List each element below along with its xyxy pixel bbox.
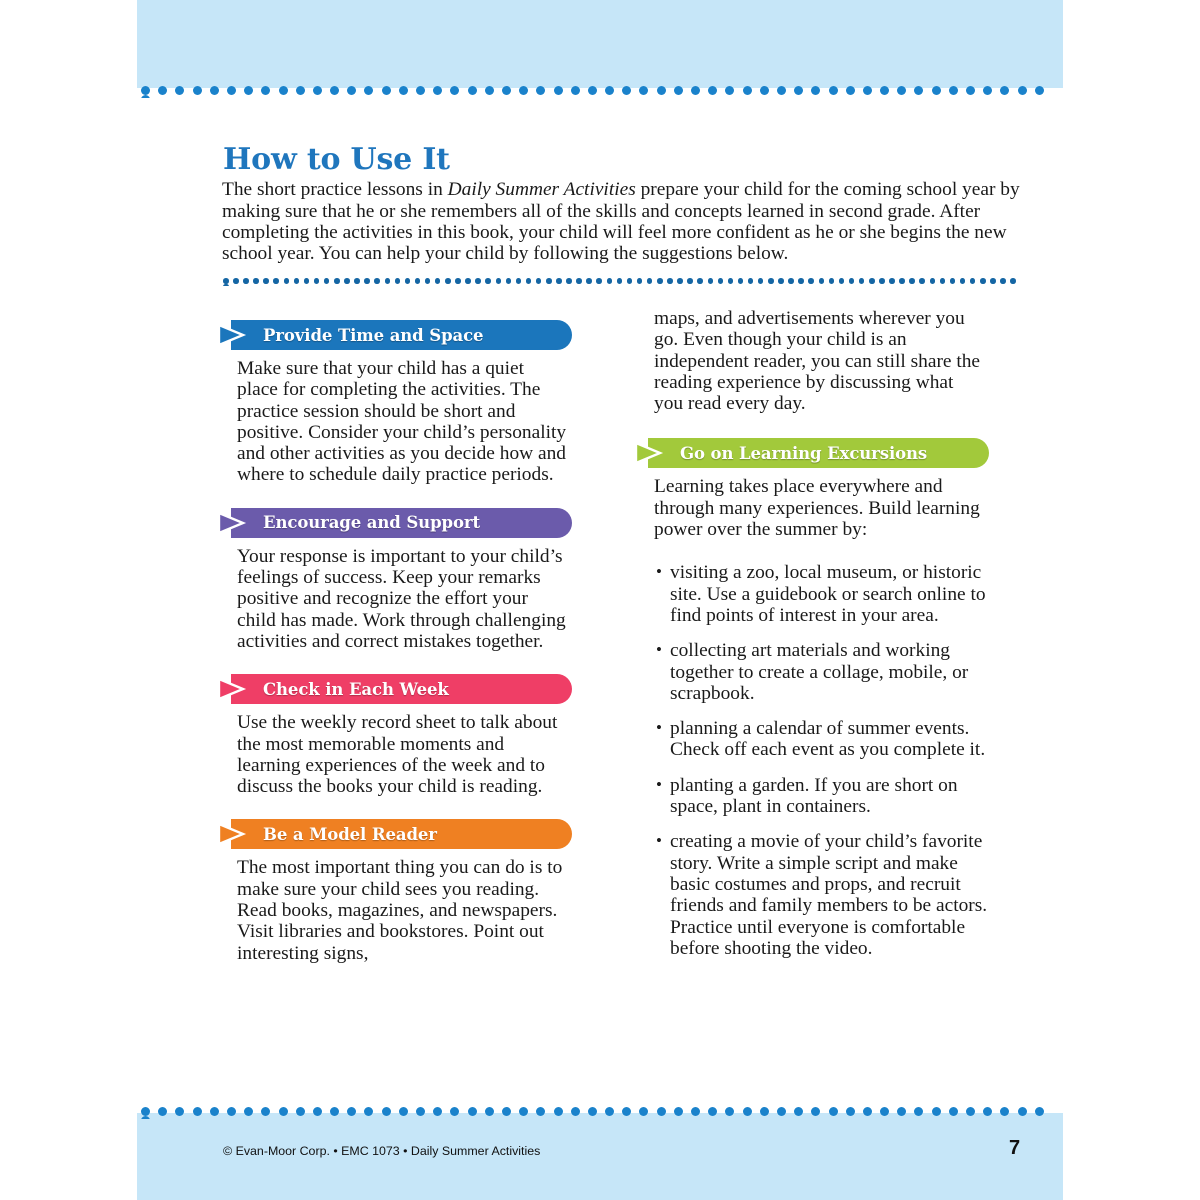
dot xyxy=(596,278,602,284)
section-body-go-on-learning-excursions: Learning takes place everywhere and through many experiences. Build learning power over the summer by: xyxy=(654,476,980,541)
dot xyxy=(344,278,350,284)
dot xyxy=(863,86,872,95)
dot xyxy=(227,86,236,95)
arrow-right-icon xyxy=(217,821,247,847)
dot xyxy=(914,1107,923,1116)
dot xyxy=(950,278,956,284)
dot xyxy=(223,284,229,287)
dot xyxy=(330,1107,339,1116)
left-column xyxy=(217,320,572,986)
dot xyxy=(657,1107,666,1116)
dot xyxy=(279,86,288,95)
dot xyxy=(519,86,528,95)
dot xyxy=(966,86,975,95)
section-header-label: Go on Learning Excursions xyxy=(680,443,928,463)
section-divider-dotted-rule xyxy=(223,278,1023,286)
dot xyxy=(657,86,666,95)
dot xyxy=(566,278,572,284)
dot xyxy=(1000,1107,1009,1116)
section-body-be-a-model-reader: The most important thing you can do is to make sure your child sees you reading. Read books, magazines, and newspapers. Visit libraries and bookstores. Point out interesting signs, xyxy=(237,857,563,964)
dot xyxy=(546,278,552,284)
dot xyxy=(227,1107,236,1116)
dot xyxy=(777,86,786,95)
dot xyxy=(364,86,373,95)
dot xyxy=(516,278,522,284)
dot xyxy=(450,1107,459,1116)
dot xyxy=(605,1107,614,1116)
dot xyxy=(811,86,820,95)
section-header-be-a-model-reader xyxy=(231,819,572,849)
dot xyxy=(708,1107,717,1116)
dot xyxy=(261,86,270,95)
dot xyxy=(748,278,754,284)
dot xyxy=(382,1107,391,1116)
dot xyxy=(313,86,322,95)
dot xyxy=(914,86,923,95)
list-item: • planning a calendar of summer events. Check off each event as you complete it. xyxy=(656,718,996,761)
dot xyxy=(536,86,545,95)
dot xyxy=(1000,86,1009,95)
dot xyxy=(571,86,580,95)
dot xyxy=(141,86,150,95)
dot xyxy=(1018,86,1027,95)
dot xyxy=(210,86,219,95)
dot xyxy=(980,278,986,284)
dot xyxy=(294,278,300,284)
dot xyxy=(556,278,562,284)
dot xyxy=(304,278,310,284)
dot xyxy=(158,86,167,95)
dot xyxy=(743,86,752,95)
dot xyxy=(1035,86,1044,95)
dot xyxy=(794,86,803,95)
dot xyxy=(586,278,592,284)
list-item: • creating a movie of your child’s favorite story. Write a simple script and make basic costumes and props, and recruit friends and family members to be actors. Practice until everyone is comfortable before shooting the video. xyxy=(656,831,996,959)
dot xyxy=(273,278,279,284)
dot xyxy=(674,1107,683,1116)
section-header-provide-time-and-space xyxy=(231,320,572,350)
dot xyxy=(829,86,838,95)
dot xyxy=(364,278,370,284)
dot xyxy=(674,86,683,95)
bottom-dotted-rule xyxy=(141,1107,1063,1119)
dot xyxy=(687,278,693,284)
dot xyxy=(193,86,202,95)
dot xyxy=(639,86,648,95)
dot xyxy=(399,86,408,95)
dot xyxy=(475,278,481,284)
dot xyxy=(846,1107,855,1116)
dot xyxy=(506,278,512,284)
dot xyxy=(536,278,542,284)
dot xyxy=(897,1107,906,1116)
dot xyxy=(433,1107,442,1116)
dot xyxy=(284,278,290,284)
dot xyxy=(869,278,875,284)
arrow-right-icon xyxy=(217,676,247,702)
list-item: • planting a garden. If you are short on space, plant in containers. xyxy=(656,775,996,818)
dot xyxy=(728,278,734,284)
dot xyxy=(708,86,717,95)
dot xyxy=(158,1107,167,1116)
top-dotted-rule xyxy=(141,86,1063,98)
dot xyxy=(1010,278,1016,284)
dot xyxy=(829,1107,838,1116)
dot xyxy=(435,278,441,284)
dot xyxy=(778,278,784,284)
dot xyxy=(468,1107,477,1116)
dot xyxy=(193,1107,202,1116)
dot xyxy=(889,278,895,284)
dot xyxy=(395,278,401,284)
dot xyxy=(627,278,633,284)
dot xyxy=(433,86,442,95)
dot xyxy=(354,278,360,284)
dot xyxy=(502,86,511,95)
dot xyxy=(909,278,915,284)
dot xyxy=(314,278,320,284)
dot xyxy=(617,278,623,284)
dot xyxy=(1035,1107,1044,1116)
dot xyxy=(588,86,597,95)
dot xyxy=(571,1107,580,1116)
dot xyxy=(416,1107,425,1116)
dot xyxy=(313,1107,322,1116)
dot xyxy=(175,86,184,95)
intro-text-after: prepare your child for the coming school year by making sure that he or she remembers all of the skills and concepts learned in second grade. After completing the activities in this book, your child will feel more confident as he or she begins the new school year. You can help your child by following the suggestions below. xyxy=(222,179,1020,265)
dot xyxy=(502,1107,511,1116)
dot xyxy=(880,1107,889,1116)
dot xyxy=(382,86,391,95)
continuation-paragraph: maps, and advertisements wherever you go. Even though your child is an independent reader, you can still share the reading experience by discussing what you read every day. xyxy=(654,308,981,415)
section-header-label: Encourage and Support xyxy=(263,513,480,533)
dot xyxy=(554,1107,563,1116)
dot xyxy=(760,1107,769,1116)
dot xyxy=(758,278,764,284)
dot xyxy=(743,1107,752,1116)
dot xyxy=(798,278,804,284)
intro-paragraph xyxy=(222,179,1028,264)
dot xyxy=(622,86,631,95)
dot xyxy=(760,86,769,95)
dot xyxy=(846,86,855,95)
dot xyxy=(330,86,339,95)
section-header-label: Provide Time and Space xyxy=(263,325,484,345)
dot xyxy=(141,1116,150,1119)
dot xyxy=(697,278,703,284)
dot xyxy=(261,1107,270,1116)
dot xyxy=(141,1107,150,1116)
section-body-encourage-and-support: Your response is important to your child’s feelings of success. Keep your remarks positive and recognize the effort your child has made. Work through challenging activities and correct mistakes together. xyxy=(237,545,566,652)
dot xyxy=(405,278,411,284)
dot xyxy=(244,1107,253,1116)
dot xyxy=(399,1107,408,1116)
dot xyxy=(364,1107,373,1116)
dot xyxy=(919,278,925,284)
dot xyxy=(415,278,421,284)
arrow-right-icon xyxy=(217,322,247,348)
dot xyxy=(296,86,305,95)
dot xyxy=(588,1107,597,1116)
dot xyxy=(485,278,491,284)
dot xyxy=(691,1107,700,1116)
top-color-band xyxy=(137,0,1063,88)
dot xyxy=(738,278,744,284)
dot xyxy=(324,278,330,284)
dot xyxy=(605,86,614,95)
arrow-right-icon xyxy=(217,510,247,536)
dot xyxy=(468,86,477,95)
dot xyxy=(839,278,845,284)
dot xyxy=(485,1107,494,1116)
dot xyxy=(455,278,461,284)
dot xyxy=(223,278,229,284)
dot xyxy=(607,278,613,284)
dot xyxy=(657,278,663,284)
dot xyxy=(777,1107,786,1116)
section-header-label: Be a Model Reader xyxy=(263,824,437,844)
dot xyxy=(897,86,906,95)
dot xyxy=(966,1107,975,1116)
book-title-italic: Daily Summer Activities xyxy=(447,179,636,201)
dot xyxy=(960,278,966,284)
dot xyxy=(519,1107,528,1116)
dot xyxy=(416,86,425,95)
list-item: • visiting a zoo, local museum, or historic site. Use a guidebook or search online to find points of interest in your area. xyxy=(656,562,996,626)
dot xyxy=(829,278,835,284)
dot xyxy=(932,1107,941,1116)
intro-text-before: The short practice lessons in xyxy=(222,179,448,201)
dot xyxy=(725,86,734,95)
dot xyxy=(949,1107,958,1116)
dot xyxy=(863,1107,872,1116)
dot xyxy=(940,278,946,284)
dot xyxy=(808,278,814,284)
section-header-go-on-learning-excursions xyxy=(648,438,989,468)
dot xyxy=(210,1107,219,1116)
section-header-label: Check in Each Week xyxy=(263,679,449,699)
section-body-check-in-each-week: Use the weekly record sheet to talk about the most memorable moments and learning experiences of the week and to discuss the books your child is reading. xyxy=(237,712,558,798)
dot xyxy=(1000,278,1006,284)
dot xyxy=(930,278,936,284)
dot xyxy=(667,278,673,284)
dot xyxy=(637,278,643,284)
dot xyxy=(691,86,700,95)
page-number: 7 xyxy=(1009,1137,1021,1159)
dot xyxy=(253,278,259,284)
right-column xyxy=(634,308,989,973)
dot xyxy=(794,1107,803,1116)
dot xyxy=(374,278,380,284)
dot xyxy=(554,86,563,95)
dot xyxy=(526,278,532,284)
dot xyxy=(445,278,451,284)
dot xyxy=(718,278,724,284)
dot xyxy=(496,278,502,284)
dot xyxy=(677,278,683,284)
dot xyxy=(990,278,996,284)
dot xyxy=(880,86,889,95)
dot xyxy=(811,1107,820,1116)
dot xyxy=(175,1107,184,1116)
dot xyxy=(725,1107,734,1116)
dot xyxy=(450,86,459,95)
dot xyxy=(1018,1107,1027,1116)
dot xyxy=(536,1107,545,1116)
dot xyxy=(347,1107,356,1116)
dot xyxy=(347,86,356,95)
dot xyxy=(465,278,471,284)
dot xyxy=(639,1107,648,1116)
dot xyxy=(788,278,794,284)
footer-credit: © Evan-Moor Corp. • EMC 1073 • Daily Summer Activities xyxy=(223,1144,541,1158)
dot xyxy=(970,278,976,284)
dot xyxy=(819,278,825,284)
learning-excursions-list xyxy=(656,562,996,959)
dot xyxy=(899,278,905,284)
dot xyxy=(983,86,992,95)
dot xyxy=(879,278,885,284)
dot xyxy=(296,1107,305,1116)
dot xyxy=(233,278,239,284)
dot xyxy=(425,278,431,284)
dot xyxy=(647,278,653,284)
dot xyxy=(244,86,253,95)
dot xyxy=(622,1107,631,1116)
section-header-encourage-and-support xyxy=(231,508,572,538)
dot xyxy=(485,86,494,95)
dot xyxy=(708,278,714,284)
dot xyxy=(576,278,582,284)
dot xyxy=(243,278,249,284)
dot xyxy=(263,278,269,284)
arrow-right-icon xyxy=(634,440,664,466)
document-page xyxy=(137,0,1063,1200)
dot xyxy=(932,86,941,95)
dot xyxy=(141,95,150,98)
dot xyxy=(859,278,865,284)
dot xyxy=(279,1107,288,1116)
page-title: How to Use It xyxy=(223,142,450,178)
dot xyxy=(949,86,958,95)
section-body-provide-time-and-space: Make sure that your child has a quiet place for completing the activities. The practice session should be short and positive. Consider your child’s personality and other activities as you decide how and where to schedule daily practice periods. xyxy=(237,358,567,486)
dot xyxy=(334,278,340,284)
dot xyxy=(849,278,855,284)
dot xyxy=(983,1107,992,1116)
dot xyxy=(768,278,774,284)
list-item: • collecting art materials and working together to create a collage, mobile, or scrapbook. xyxy=(656,640,996,704)
dot xyxy=(385,278,391,284)
section-header-check-in-each-week xyxy=(231,674,572,704)
